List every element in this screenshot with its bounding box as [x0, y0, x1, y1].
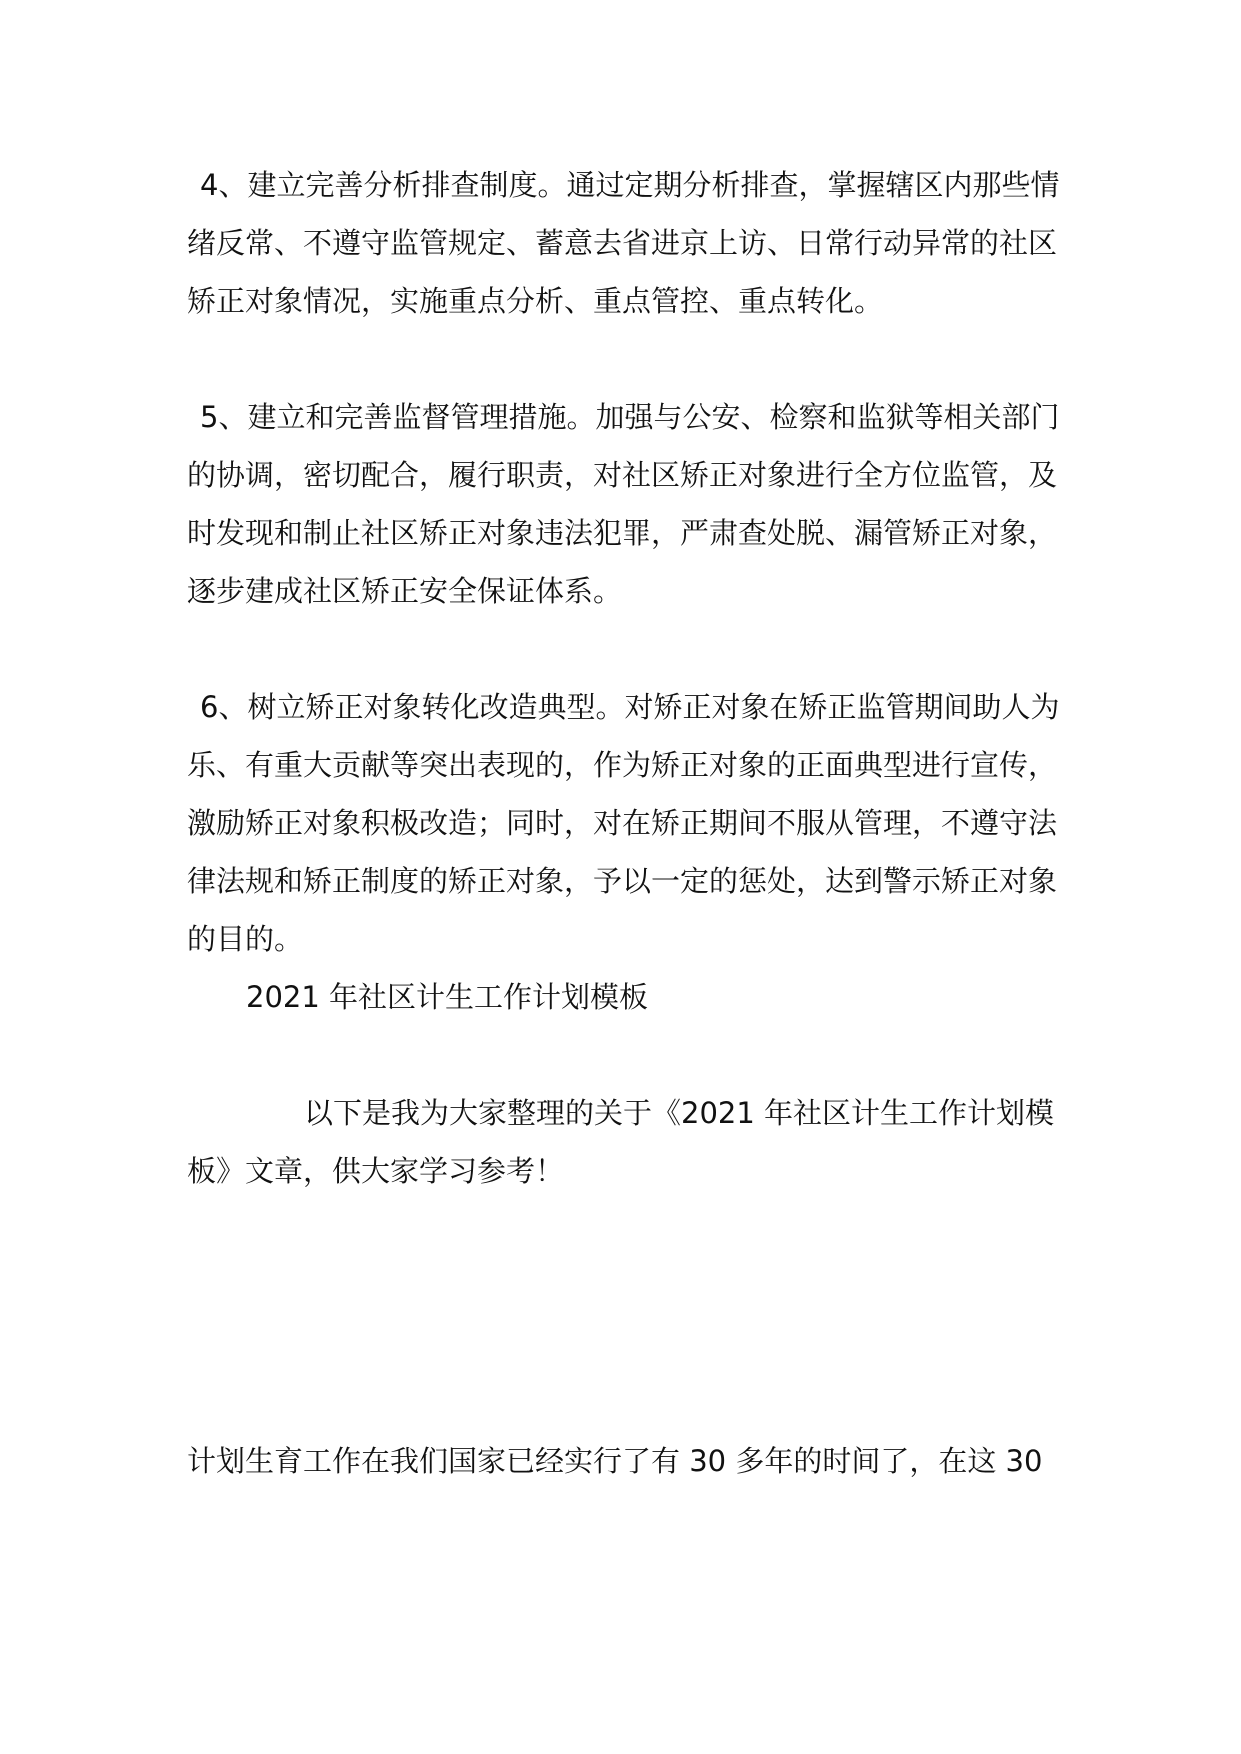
paragraph-5-line-1: 5、建立和完善监督管理措施。加强与公安、检察和监狱等相关部门: [200, 400, 1060, 434]
paragraph-4-line-3: 矫正对象情况，实施重点分析、重点管控、重点转化。: [187, 284, 884, 318]
paragraph-5-line-2: 的协调，密切配合，履行职责，对社区矫正对象进行全方位监管，及: [187, 458, 1058, 492]
paragraph-6-line-1: 6、树立矫正对象转化改造典型。对矫正对象在矫正监管期间助人为: [200, 690, 1060, 724]
paragraph-6-line-5: 的目的。: [187, 922, 304, 956]
paragraph-6-line-2: 乐、有重大贡献等突出表现的，作为矫正对象的正面典型进行宣传，: [187, 748, 1058, 782]
intro-line-1: 以下是我为大家整理的关于《2021 年社区计生工作计划模: [304, 1096, 1055, 1130]
paragraph-4-line-2: 绪反常、不遵守监管规定、蓄意去省进京上访、日常行动异常的社区: [187, 226, 1058, 260]
paragraph-5-line-3: 时发现和制止社区矫正对象违法犯罪，严肃查处脱、漏管矫正对象，: [187, 516, 1058, 550]
section-title: 2021 年社区计生工作计划模板: [246, 980, 649, 1014]
intro-line-2: 板》文章，供大家学习参考！: [187, 1154, 565, 1188]
paragraph-5-line-4: 逐步建成社区矫正安全保证体系。: [187, 574, 623, 608]
body-paragraph-start: 计划生育工作在我们国家已经实行了有 30 多年的时间了，在这 30: [187, 1444, 1043, 1478]
paragraph-6-line-4: 律法规和矫正制度的矫正对象，予以一定的惩处，达到警示矫正对象: [187, 864, 1058, 898]
paragraph-6-line-3: 激励矫正对象积极改造；同时，对在矫正期间不服从管理，不遵守法: [187, 806, 1058, 840]
paragraph-4-line-1: 4、建立完善分析排查制度。通过定期分析排查，掌握辖区内那些情: [200, 168, 1060, 202]
